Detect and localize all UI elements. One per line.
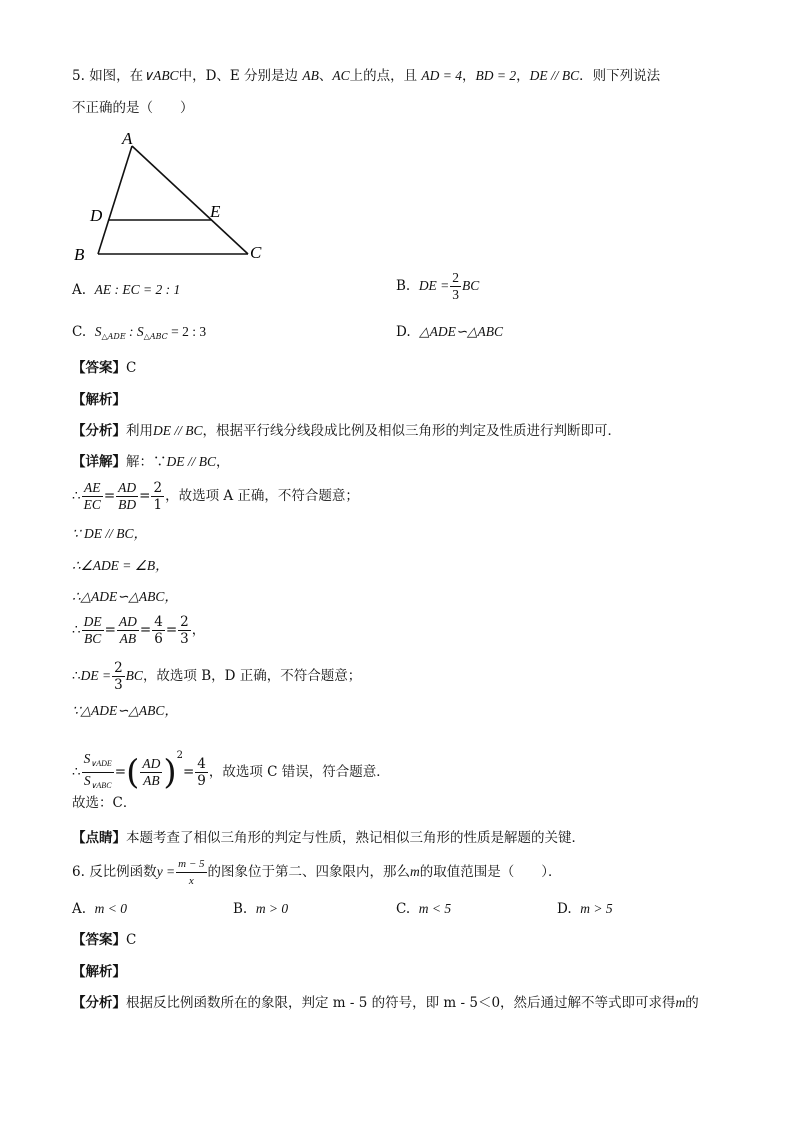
answer-tag: 【答案】 <box>72 932 126 948</box>
numerator: AD <box>118 480 137 495</box>
triangle-figure <box>70 128 270 263</box>
step-text: ，故选项 A 正确，不符合题意； <box>165 488 359 504</box>
stem-text: ， <box>462 68 476 84</box>
equals: = <box>182 764 195 780</box>
analysis-tag: 【解析】 <box>72 964 126 980</box>
denominator: x <box>188 875 194 887</box>
option-text: BC <box>462 278 480 293</box>
q6-fenxi <box>72 993 699 1013</box>
numerator: 2 <box>153 480 163 496</box>
xiangjie-math: DE // BC <box>166 454 216 469</box>
numerator: 4 <box>197 756 206 772</box>
option-label: C. <box>396 901 411 917</box>
numerator: 2 <box>180 614 189 630</box>
numerator: m − 5 <box>176 856 206 873</box>
xiangjie-text: 解：∵ <box>126 454 167 470</box>
denominator: EC <box>83 497 101 512</box>
denominator: 3 <box>452 287 460 302</box>
fraction <box>140 756 162 789</box>
denominator: 3 <box>114 677 123 693</box>
q6-option-c <box>396 899 451 919</box>
dianjing-text: 本题考查了相似三角形的判定与性质，熟记相似三角形的性质是解题的关键． <box>126 830 585 846</box>
denominator: 9 <box>197 773 206 789</box>
denominator: AB <box>119 631 137 646</box>
right-paren: ) <box>163 752 177 793</box>
answer-tag: 【答案】 <box>72 360 126 376</box>
option-text: m < 5 <box>418 901 452 916</box>
step-text: ， <box>191 622 206 638</box>
question-number: 6. <box>72 864 85 880</box>
side-ab <box>98 146 132 254</box>
step-4: ∴△ADE∽△ABC， <box>72 589 178 604</box>
numerator: 4 <box>154 614 163 630</box>
numerator: 2 <box>452 270 460 285</box>
fraction <box>82 480 103 513</box>
triangle-abc: ∨ABC <box>143 68 179 83</box>
option-label: B. <box>233 901 248 917</box>
denominator: 6 <box>154 631 163 647</box>
analysis-tag: 【解析】 <box>72 392 126 408</box>
subscript: △ADE <box>101 332 126 341</box>
q5-option-c <box>72 322 206 347</box>
stem-text: ．则下列说法 <box>579 68 661 84</box>
q6-answer <box>72 930 136 950</box>
step-text: ，故选项 C 错误，符合题意． <box>208 764 390 780</box>
fraction <box>176 856 206 889</box>
condition-parallel: DE // BC <box>529 68 580 83</box>
q5-option-d <box>396 322 503 342</box>
stem-text: 的取值范围是（ ）． <box>419 864 562 880</box>
fenxi-text: 利用 <box>126 423 153 439</box>
option-label: A. <box>72 901 87 917</box>
q5-fenxi <box>72 421 621 441</box>
fenxi-tag: 【分析】 <box>72 423 126 439</box>
area-symbol: S <box>94 324 102 339</box>
label-c: C <box>250 243 262 262</box>
option-text: m < 0 <box>94 901 127 916</box>
q5-answer <box>72 358 136 378</box>
option-text: : S <box>125 324 144 339</box>
q5-option-a <box>72 280 180 300</box>
fraction <box>117 614 139 647</box>
step-5 <box>72 612 205 648</box>
option-label: C. <box>72 324 87 340</box>
option-text: AE : EC = 2 : 1 <box>94 282 181 297</box>
side-ac <box>132 146 248 254</box>
label-a: A <box>122 129 133 148</box>
function-lhs: y = <box>156 864 176 879</box>
label-b: B <box>74 245 85 263</box>
therefore-symbol: ∴ <box>72 488 81 504</box>
fraction <box>151 480 164 513</box>
label-d: D <box>90 206 103 225</box>
numerator: AE <box>82 480 103 497</box>
option-label: D. <box>557 901 572 917</box>
step-1 <box>72 478 359 514</box>
step-math: DE = <box>80 668 112 683</box>
fenxi-tag: 【分析】 <box>72 995 126 1011</box>
equals: = <box>165 622 178 638</box>
exponent: 2 <box>176 750 183 761</box>
fenxi-text: 的 <box>685 995 699 1011</box>
fraction <box>178 614 191 647</box>
xiangjie-text: ， <box>216 454 230 470</box>
step-8 <box>72 736 390 794</box>
option-label: D. <box>396 324 411 340</box>
q6-option-d <box>557 899 613 919</box>
q5-stem-line1 <box>72 66 660 86</box>
left-paren: ( <box>126 752 140 793</box>
option-label: B. <box>396 278 411 294</box>
q5-stem-line2: 不正确的是（ ） <box>72 100 194 116</box>
stem-text: 上的点，且 <box>349 68 418 84</box>
stem-text: 的图象位于第二、四象限内，那么 <box>207 864 411 880</box>
variable-m: m <box>675 995 686 1010</box>
denominator: 1 <box>153 497 163 513</box>
fenxi-math: DE // BC <box>153 423 203 438</box>
stem-text: 如图，在 <box>89 68 144 84</box>
therefore-symbol: ∴ <box>72 668 81 684</box>
q5-xiangjie <box>72 452 230 472</box>
fraction <box>116 480 138 513</box>
step-6 <box>72 658 361 694</box>
conclusion: 故选：C． <box>72 795 137 811</box>
step-text: ，故选项 B，D 正确，不符合题意； <box>142 668 362 684</box>
option-text: = 2 : 3 <box>167 324 207 339</box>
option-label: A. <box>72 282 87 298</box>
fraction <box>152 614 165 647</box>
area-symbol: S <box>83 751 91 766</box>
therefore-symbol: ∴ <box>72 622 81 638</box>
condition-ad: AD = 4 <box>421 68 463 83</box>
q5-option-b <box>396 270 479 303</box>
q6-option-b <box>233 899 288 919</box>
equals: = <box>114 764 127 780</box>
answer-value: C <box>126 932 137 948</box>
fraction <box>450 270 461 303</box>
numerator: DE <box>83 614 102 629</box>
q5-dianjing <box>72 828 585 848</box>
q6-analysis-tag <box>72 962 126 982</box>
therefore-symbol: ∴ <box>72 764 81 780</box>
equals: = <box>139 622 152 638</box>
area-symbol: S <box>83 773 91 788</box>
numerator: 2 <box>114 660 123 676</box>
numerator: AD <box>142 756 161 771</box>
step-math: BC <box>125 668 143 683</box>
equals: = <box>103 488 116 504</box>
equals: = <box>104 622 116 638</box>
denominator: BC <box>83 631 102 646</box>
answer-value: C <box>126 360 137 376</box>
fenxi-text: ，根据平行线分线段成比例及相似三角形的判定及性质进行判断即可． <box>202 423 621 439</box>
question-number: 5. <box>72 68 85 84</box>
option-text: DE = <box>418 278 450 293</box>
stem-text: 、 <box>318 68 333 84</box>
option-text: △ADE∽△ABC <box>419 324 504 339</box>
option-text: m > 5 <box>580 901 613 916</box>
subscript: ∨ABC <box>90 781 112 790</box>
numerator: AD <box>118 614 137 629</box>
denominator: 3 <box>180 631 189 647</box>
option-text: m > 0 <box>255 901 289 916</box>
stem-text: ， <box>516 68 530 84</box>
denominator: BD <box>118 497 137 512</box>
label-e: E <box>210 202 221 221</box>
dianjing-tag: 【点睛】 <box>72 830 126 846</box>
q6-option-a <box>72 899 127 919</box>
fraction <box>82 614 104 647</box>
fraction <box>82 751 114 794</box>
segment-ac: AC <box>332 68 350 83</box>
subscript: △ABC <box>143 332 168 341</box>
subscript: ∨ADE <box>90 759 112 768</box>
stem-text: 反比例函数 <box>89 864 157 880</box>
q5-analysis-tag <box>72 390 126 410</box>
xiangjie-tag: 【详解】 <box>72 454 126 470</box>
step-2: ∵ DE // BC， <box>72 526 147 541</box>
fraction <box>112 660 125 693</box>
step-7: ∵△ADE∽△ABC， <box>72 703 178 718</box>
equals: = <box>139 488 151 504</box>
fenxi-text: 根据反比例函数所在的象限，判定 m - 5 的符号，即 m - 5＜0，然后通过解不等式即可求得 <box>126 995 676 1011</box>
q6-stem <box>72 854 562 890</box>
step-3: ∴∠ADE = ∠B， <box>72 558 169 573</box>
segment-ab: AB <box>302 68 319 83</box>
condition-bd: BD = 2 <box>475 68 517 83</box>
stem-text: 中，D、E 分别是边 <box>178 68 299 84</box>
variable-m: m <box>410 864 420 879</box>
fraction <box>195 756 208 789</box>
denominator: AB <box>143 773 160 788</box>
